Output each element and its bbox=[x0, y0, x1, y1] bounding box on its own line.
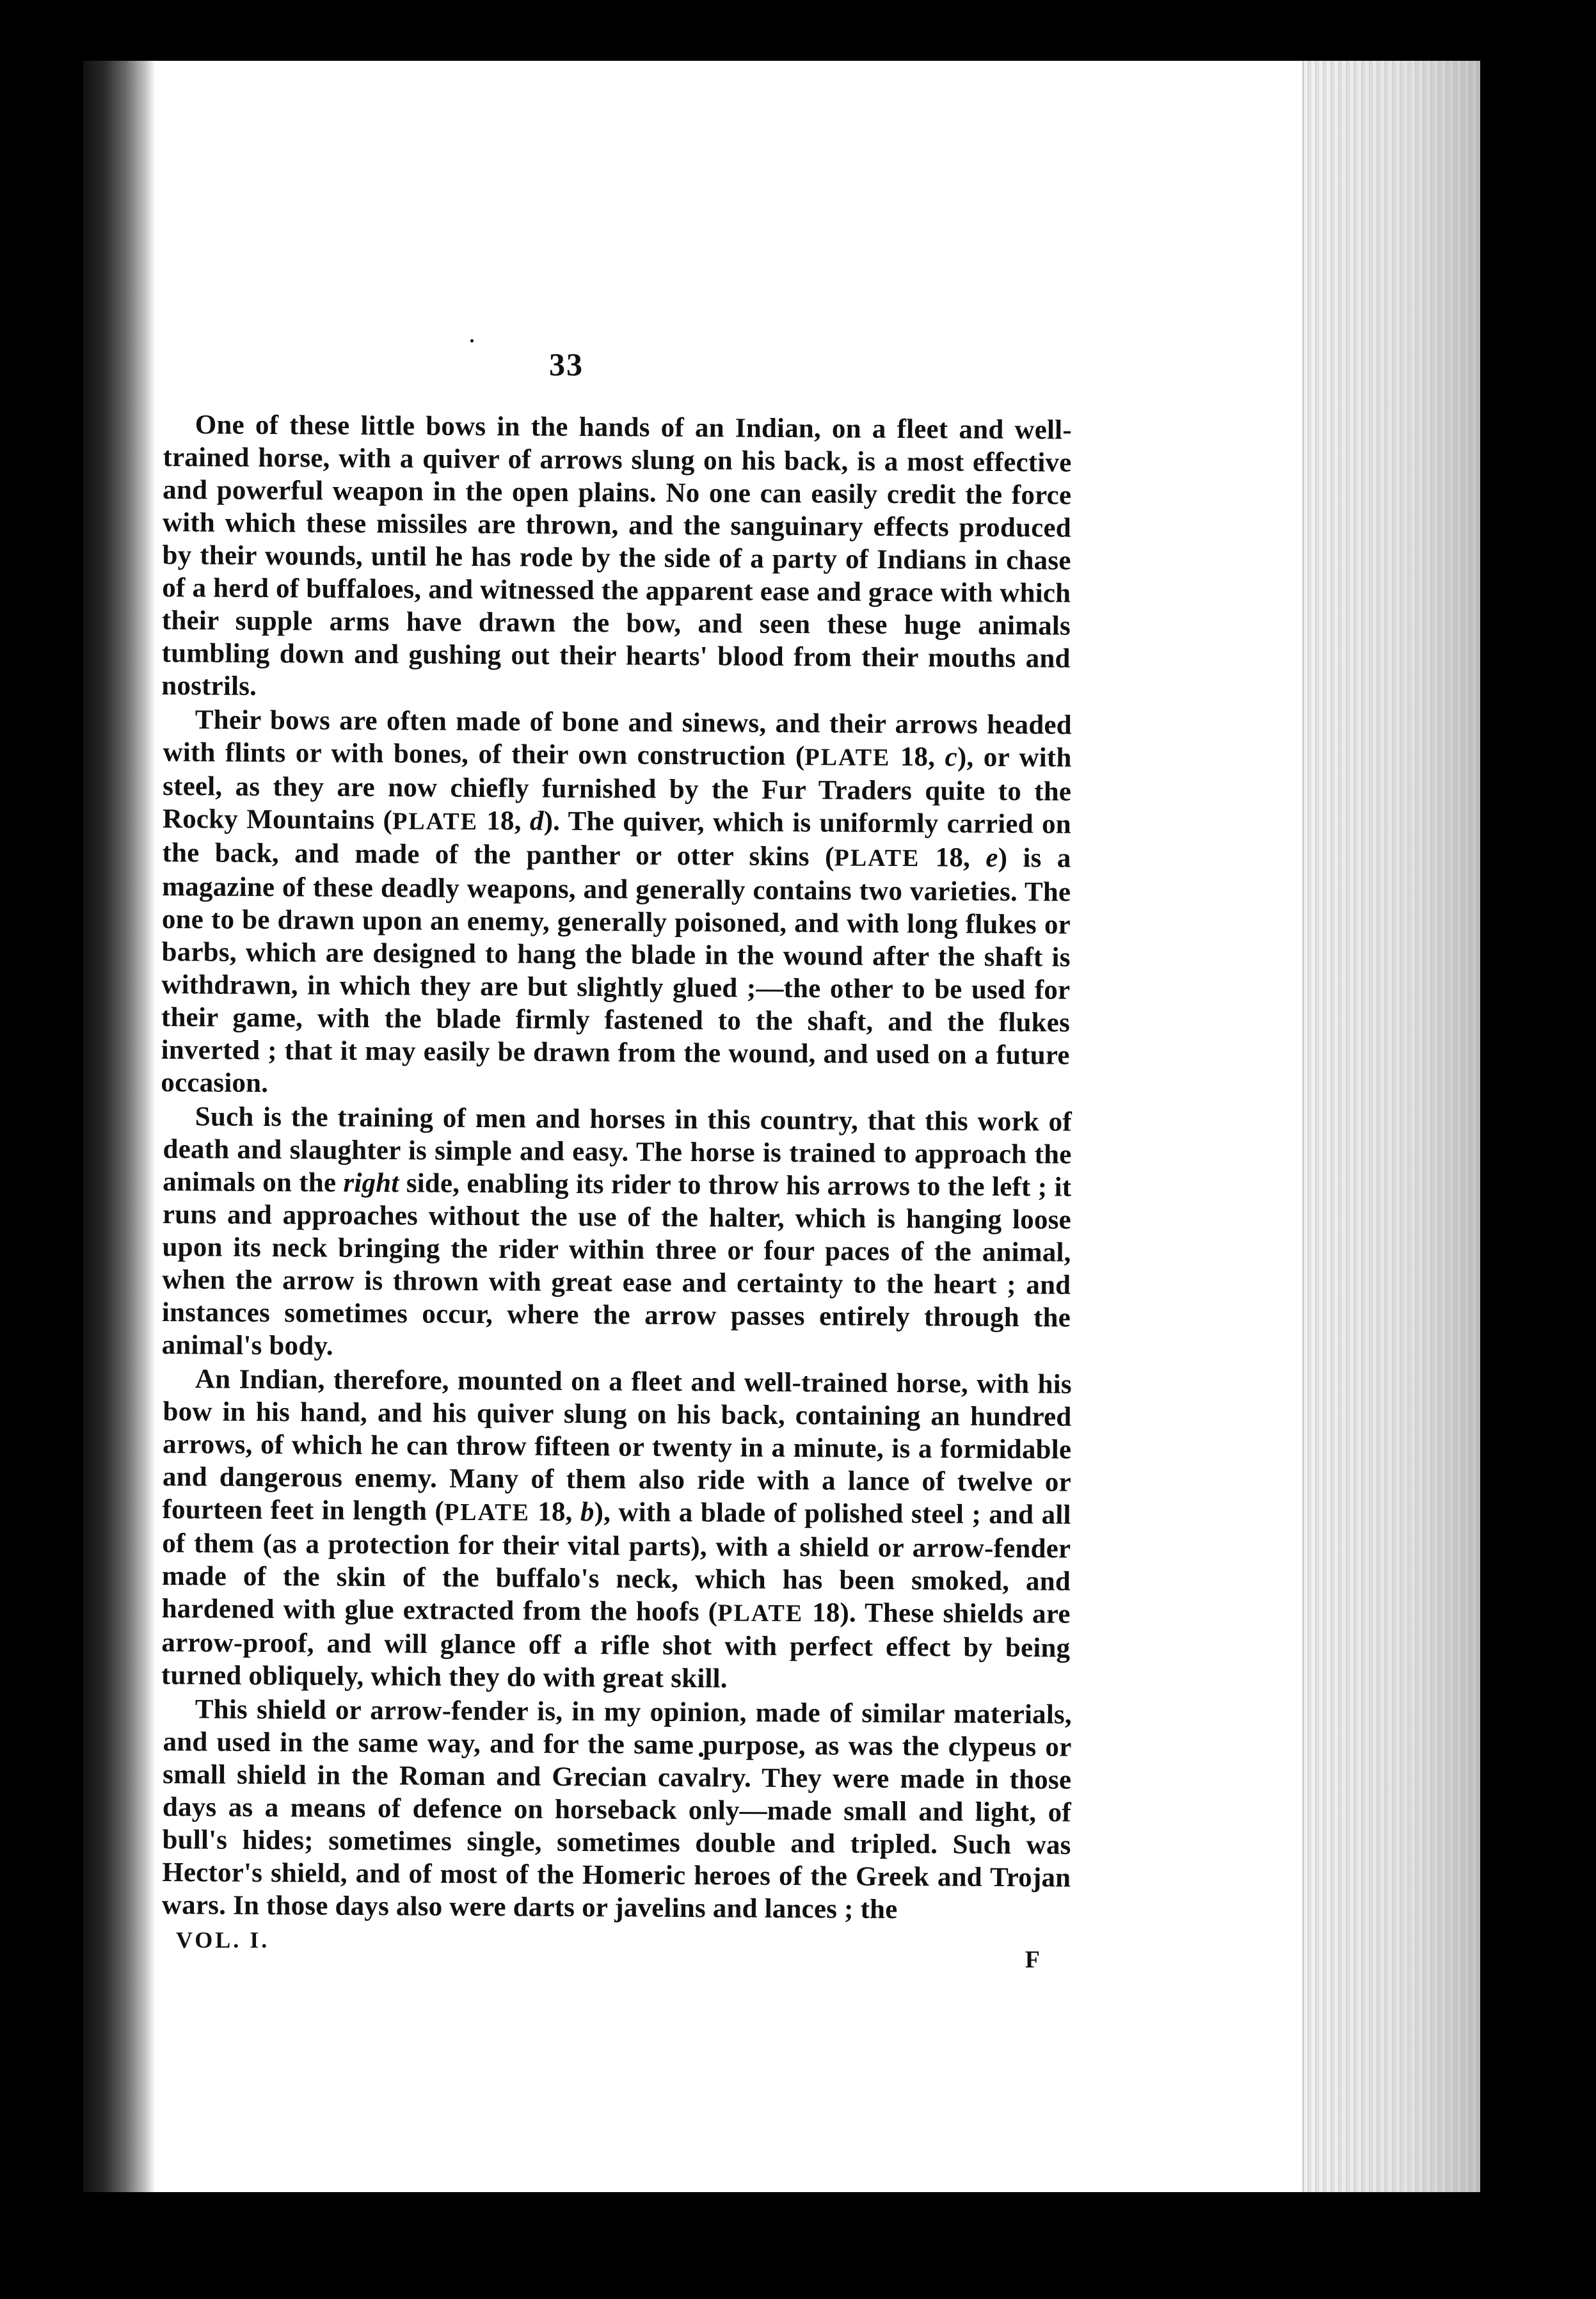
scan-speck bbox=[470, 339, 474, 342]
page-fore-edge bbox=[1302, 61, 1480, 2192]
signature-mark: F bbox=[1025, 1946, 1040, 1973]
italic-text: b bbox=[580, 1496, 595, 1528]
italic-text: d bbox=[529, 806, 544, 837]
plate-reference: PLATE bbox=[834, 844, 920, 872]
text-run: ). The quiver, which is uniformly carried on the back, and made of the panther or otter skins ( bbox=[162, 806, 1072, 872]
text-run: 18, bbox=[529, 1496, 581, 1527]
text-run: side, enabling its rider to throw his arrows to the left ; it runs and approaches without the use of the halter, which is hanging loose upon its neck bringing the rider within three or four paces of the animal, when the arrow is thrown with great ease and certainty to the heart ; and instances sometimes occur, where the arrow passes entirely through the animal's body. bbox=[161, 1168, 1072, 1361]
paragraph bbox=[161, 408, 1072, 708]
text-run: 18, bbox=[890, 741, 945, 773]
italic-text: c bbox=[945, 742, 958, 773]
text-run: One of these little bows in the hands of an Indian, on a fleet and well-trained horse, with a quiver of arrows slung on his back, is a most effective and powerful weapon in the open plains. No one can easily credit the force with which these missiles are thrown, and the sanguinary effects produced by their wounds, until he has rode by the side of a party of Indians in chase of a herd of buffaloes, and witnessed the apparent ease and grace with which their supple arms have drawn the bow, and seen these huge animals tumbling down and gushing out their hearts' blood from their mouths and nostrils. bbox=[161, 410, 1072, 701]
book-spine bbox=[83, 61, 144, 2192]
text-run: Such is the training of men and horses in this country, that this work of death and slaughter is simple and easy. The horse is trained to approach the animals on the bbox=[163, 1101, 1072, 1198]
paragraph bbox=[161, 703, 1072, 1105]
body-text bbox=[161, 408, 1072, 1925]
paragraph bbox=[162, 1100, 1072, 1367]
paragraph bbox=[161, 1363, 1072, 1697]
plate-reference: PLATE bbox=[717, 1599, 804, 1628]
text-run: ), with a blade of polished steel ; and all of them (as a protection for their vital parts), with a shield or arrow-fender made of the skin of the buffalo's neck, which has been smoked, and hardened with glue extracted from the hoofs ( bbox=[161, 1497, 1071, 1628]
text-run: ) is a magazine of these deadly weapons, and generally contains two varieties. The one to be drawn upon an enemy, generally poisoned, and with long flukes or barbs, which are designed to hang the blade in the wound after the shaft is withdrawn, in which they are but slightly glued ;—the other to be used for their game, with the blade firmly fastened to the shaft, and the flukes inverted ; that it may easily be drawn from the wound, and used on a future occasion. bbox=[161, 842, 1071, 1099]
scan-speck bbox=[421, 8, 426, 13]
text-run: This shield or arrow-fender is, in my opinion, made of similar materials, and used in the same way, and for the same purpose, as was the clypeus or small shield in the Roman and Grecian cavalry. They were made in those days as a means of defence on horseback only—made small and light, of bull's hides; sometimes single, sometimes double and tripled. Such was Hector's shield, and of most of the Homeric heroes of the Greek and Trojan wars. In those days also were darts or javelins and lances ; the bbox=[161, 1694, 1072, 1925]
text-run: An Indian, therefore, mounted on a fleet and well-trained horse, with his bow in his hand, and his quiver slung on his back, containing an hundred arrows, of which he can throw fifteen or twenty in a minute, is a formidable and dangerous enemy. Many of them also ride with a lance of twelve or fourteen feet in length ( bbox=[162, 1364, 1072, 1526]
text-run: Their bows are often made of bone and sinews, and their arrows headed with flints or with bones, of their own construction ( bbox=[163, 705, 1072, 772]
volume-label: VOL. I. bbox=[176, 1927, 270, 1953]
text-run: 18, bbox=[920, 842, 986, 873]
page-number: 33 bbox=[549, 346, 584, 382]
plate-reference: PLATE bbox=[392, 808, 479, 836]
italic-text: right bbox=[343, 1167, 399, 1199]
text-run: ), or with steel, as they are now chiefly furnished by the Fur Traders quite to the Rocky Mountains ( bbox=[162, 742, 1072, 836]
page-footer bbox=[163, 1927, 1072, 1973]
paragraph bbox=[162, 1693, 1072, 1927]
italic-text: e bbox=[986, 842, 998, 873]
gutter-edge bbox=[144, 61, 156, 2192]
plate-reference: PLATE bbox=[443, 1498, 531, 1526]
page-text-block bbox=[161, 346, 1072, 1973]
text-run: 18, bbox=[477, 806, 531, 837]
text-run: 18). These shields are arrow-proof, and will glance off a rifle shot with perfect effect by being turned obliquely, which they do with great skill. bbox=[161, 1598, 1071, 1694]
plate-reference: PLATE bbox=[804, 744, 891, 771]
